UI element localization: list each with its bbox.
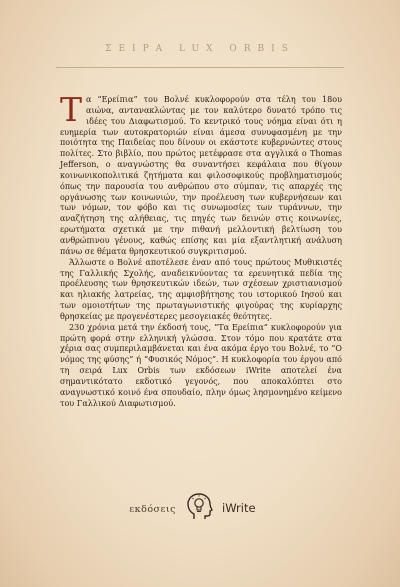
- blurb-paragraph-1: [60, 90, 342, 258]
- blurb-paragraph-2: Άλλωστε ο Βολνέ αποτέλεσε έναν από τους πρώτους Μυθικιστές της Γαλλικής Σχολής, αναδεικνύοντας τα ερευνητικά πεδία της προέλευσης των θρησκευτικών ιδεών, των σχέσεων χριστιανισμού και ηλιακής λατρείας, της αμφισβήτησης του ιστορικού Ιησού και των ομοιοτήτων της πρωταγωνιστικής φιγούρας της κυρίαρχης θρησκείας με προγενέστερες μεσογειακές θεότητες.: [60, 257, 342, 321]
- divider: [56, 67, 344, 68]
- series-title: ΣΕΙΡΑ LUX ORBIS: [105, 44, 295, 54]
- blurb-paragraph-1-text: α “Ερείπια” του Βολνέ κυκλοφορούν στα τέλη του 18ου αιώνα, αντανακλώντας με τον καλύτερο δυνατό τρόπο τις ιδέες του Διαφωτισμού. Το κεντρικό τους νόημα είναι ότι η ευημερία των αυτοκρατοριών είναι άμεσα συνυφασμένη με την ποιότητα της Παιδείας που δίνουν οι εκάστοτε κυβερνώντες στους πολίτες. Στο βιβλίο, που πρώτος μετέφρασε στα αγγλικά ο Thomas Jefferson, ο αναγνώστης θα συναντήσει κεφάλαια που θίγουν κοινωνικοπολιτικά ζητήματα και φιλοσοφικούς προβληματισμούς όπως την παρουσία του ανθρώπου στο σύμπαν, τις απαρχές της οργάνωσης των κοινωνιών, την προέλευση των κυβερνήσεων και των νόμων, τον φόβο και τις συνωμοσίες των τυράννων, την αναζήτηση της αλήθειας, τις πηγές των δεινών στις κοινωνίες, ερωτήματα σχετικά με την πιθανή μελλοντική βελτίωση του ανθρώπινου γένους, καθώς επίσης και μία εξαντλητική ανάλυση πάνω σε θέματα θρησκευτικού συγκριτισμού.: [60, 95, 342, 256]
- publisher-name: iWrite: [222, 501, 256, 515]
- blurb-text: [60, 90, 342, 409]
- lightbulb-head-icon: [184, 492, 216, 522]
- blurb-paragraph-3: 230 χρόνια μετά την έκδοσή τους, “Τα Ερείπια” κυκλοφορούν για πρώτη φορά στην ελληνική γλώσσα. Στον τόμο που κρατάτε στα χέρια σας συμπεριλαμβάνεται και ένα ακόμα έργο του Βολνέ, το “Ο νόμος της φύσης” ή “Φυσικός Νόμος”. Η κυκλοφορία του έργου από τη σειρά Lux Orbis των εκδόσεων iWrite αποτελεί ένα σημαντικότατο εκδοτικό γεγονός, που αποκαλύπτει στο αναγνωστικό κοινό ένα σπουδαίο, πλην όμως λησμονημένο κείμενο του Γαλλικού Διαφωτισμού.: [60, 322, 342, 408]
- drop-cap: Τ: [60, 90, 83, 129]
- publisher-label: εκδόσεις: [129, 504, 176, 515]
- publisher-imprint: [0, 492, 400, 522]
